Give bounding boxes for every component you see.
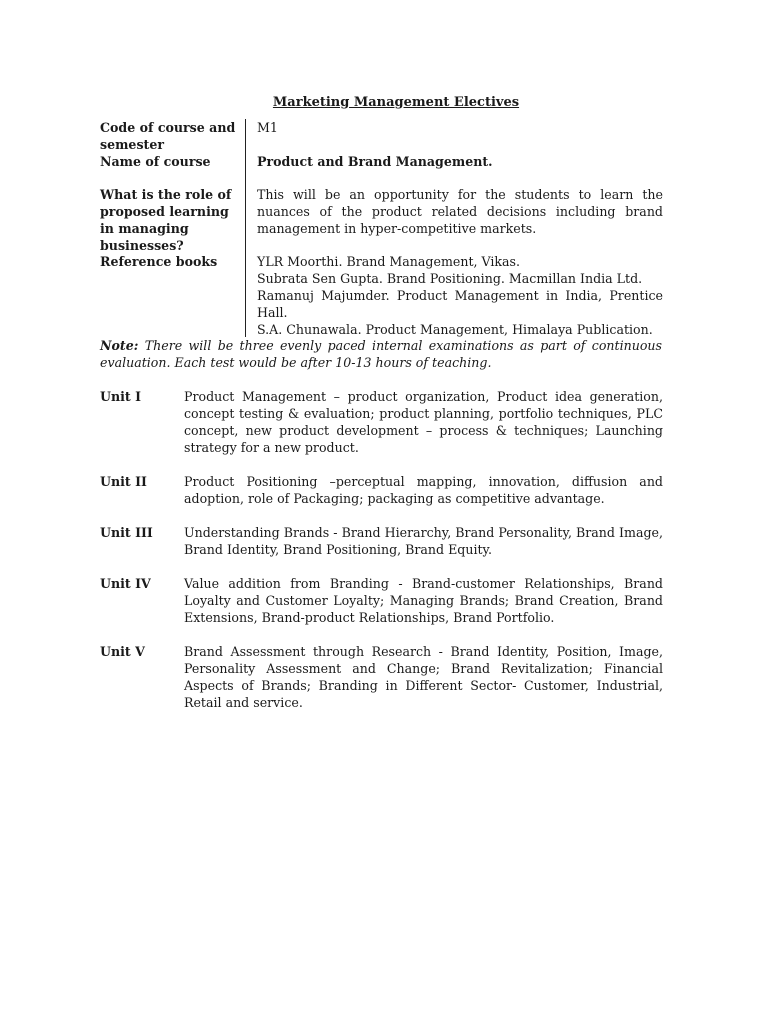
- course-code-row: [100, 119, 663, 153]
- unit-item: [100, 388, 663, 456]
- unit-description: Value addition from Branding - Brand-customer Relationships, Brand Loyalty and Customer Loyalty; Managing Brands; Brand Creation, Brand Extensions, Brand-product Relationships, Brand Portfolio.: [184, 576, 663, 625]
- course-role-value: This will be an opportunity for the students to learn the nuances of the product related decisions including brand management in hyper-competitive markets.: [257, 187, 663, 236]
- course-info-table: [100, 119, 663, 337]
- reference-book: S.A. Chunawala. Product Management, Himalaya Publication.: [257, 322, 653, 337]
- unit-description: Understanding Brands - Brand Hierarchy, Brand Personality, Brand Image, Brand Identity, Brand Positioning, Brand Equity.: [184, 525, 663, 557]
- course-role-label: What is the role of proposed learning in managing businesses?: [100, 187, 232, 253]
- reference-books-row: [100, 253, 663, 337]
- unit-item: [100, 473, 663, 507]
- unit-label: Unit IV: [100, 576, 151, 591]
- unit-item: [100, 524, 663, 558]
- reference-book: Subrata Sen Gupta. Brand Positioning. Macmillan India Ltd.: [257, 271, 643, 286]
- course-code-label: Code of course and semester: [100, 120, 236, 152]
- reference-book: Ramanuj Majumder. Product Management in India, Prentice Hall.: [257, 288, 663, 320]
- units-list: [100, 388, 663, 728]
- unit-label: Unit II: [100, 474, 147, 489]
- note-paragraph: [100, 337, 662, 371]
- course-role-row: [100, 186, 663, 253]
- unit-label: Unit III: [100, 525, 153, 540]
- unit-label: Unit V: [100, 644, 145, 659]
- reference-book: YLR Moorthi. Brand Management, Vikas.: [257, 254, 521, 269]
- course-code-value: M1: [257, 120, 278, 135]
- note-text: There will be three evenly paced internal examinations as part of continuous evaluation. Each test would be after 10-13 hours of teaching.: [100, 338, 662, 370]
- unit-item: [100, 575, 663, 626]
- unit-description: Product Positioning –perceptual mapping, innovation, diffusion and adoption, role of Packaging; packaging as competitive advantage.: [184, 474, 663, 506]
- page-title: Marketing Management Electives: [272, 95, 520, 110]
- course-name-label: Name of course: [100, 154, 211, 169]
- unit-label: Unit I: [100, 389, 142, 404]
- note-label: Note:: [100, 338, 139, 353]
- course-name-row: [100, 153, 663, 186]
- reference-books-label: Reference books: [100, 254, 218, 269]
- unit-item: [100, 643, 663, 711]
- unit-description: Product Management – product organization, Product idea generation, concept testing & evaluation; product planning, portfolio techniques, PLC concept, new product development – process & techniques; Launching strategy for a new product.: [184, 389, 663, 455]
- reference-books-list: [248, 253, 663, 337]
- unit-description: Brand Assessment through Research - Brand Identity, Position, Image, Personality Assessment and Change; Brand Revitalization; Financial Aspects of Brands; Branding in Different Sector- Customer, Industrial, Retail and service.: [184, 644, 663, 710]
- course-name-value: Product and Brand Management.: [257, 154, 493, 169]
